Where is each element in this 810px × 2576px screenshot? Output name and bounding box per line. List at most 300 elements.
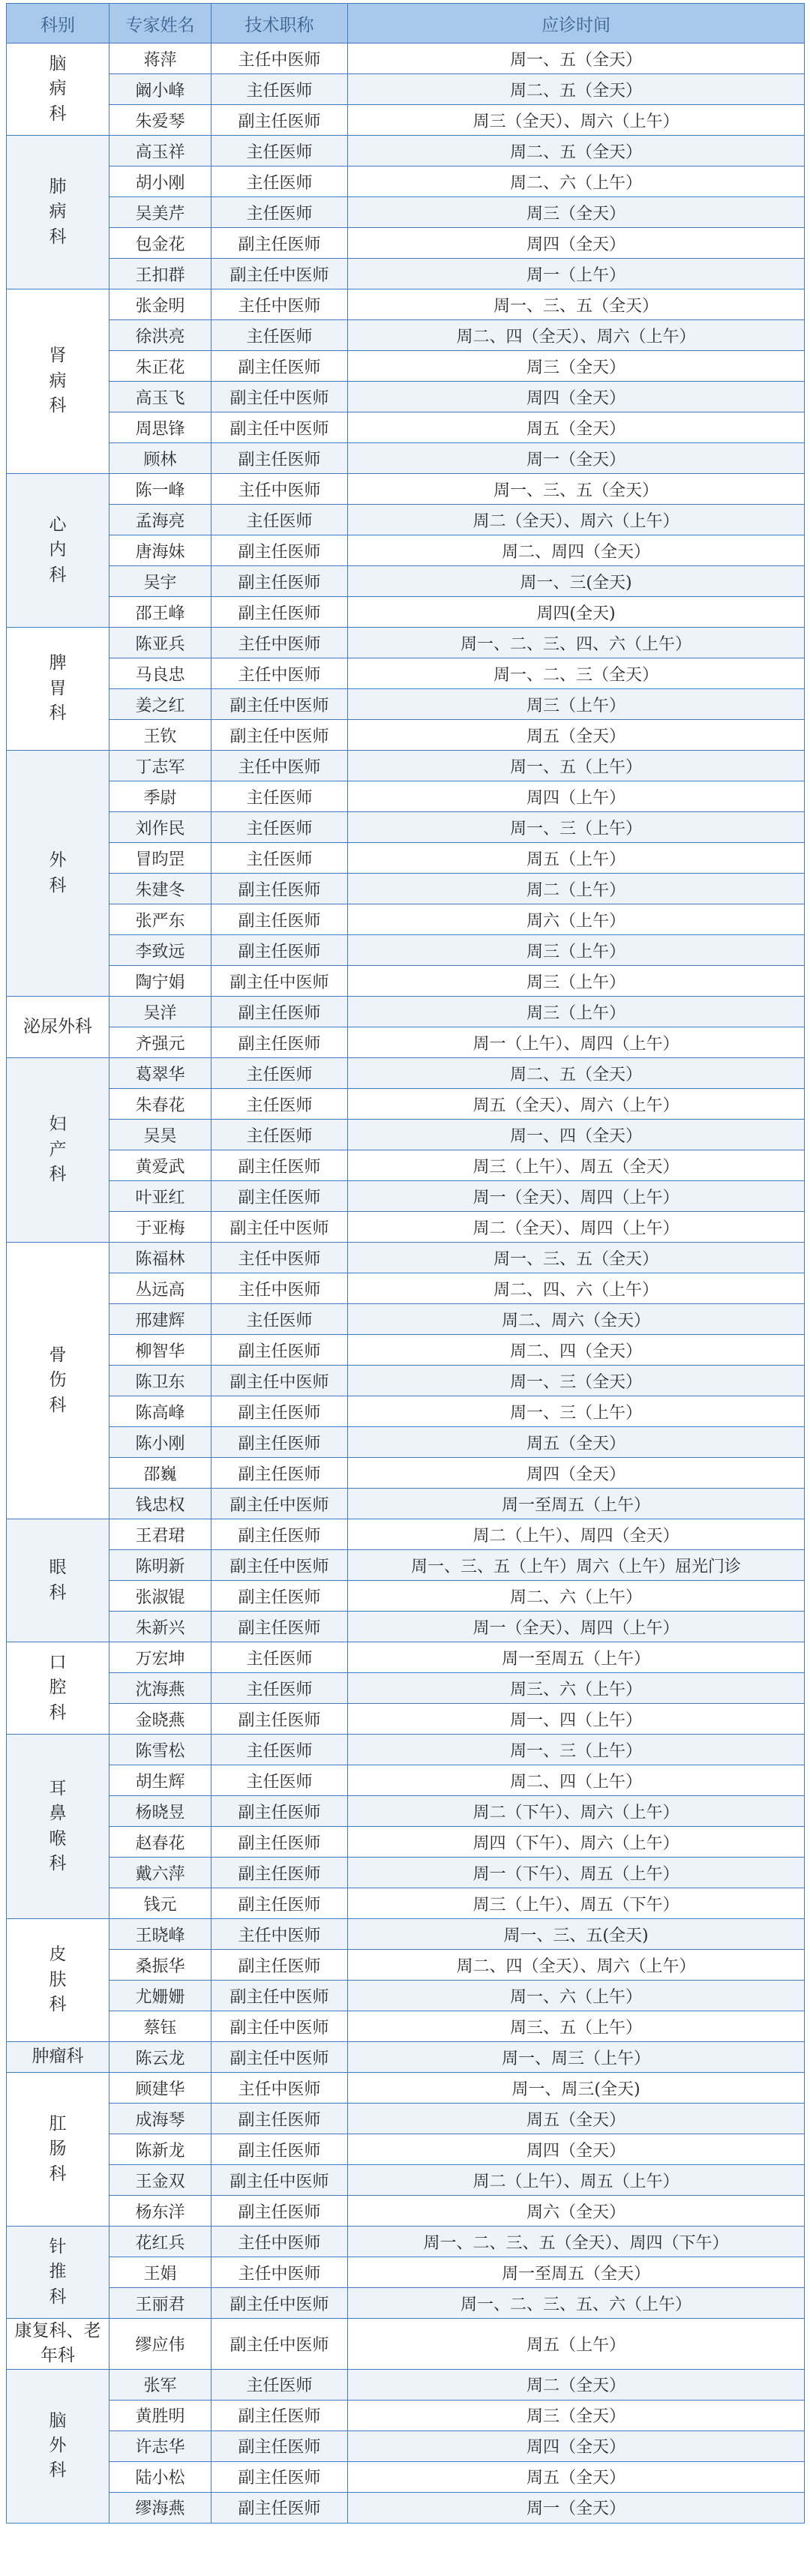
dept-label-line: 脾 [49,653,67,673]
dept-label-line: 肿瘤科 [32,2047,84,2067]
dept-label [50,343,67,418]
dept-label-line: 外 [49,850,67,871]
dept-label-line: 科 [49,1702,67,1723]
clinic-time-cell: 周三、五（上午） [348,2011,805,2042]
tech-title-cell: 副主任医师 [212,1335,348,1366]
clinic-time-cell: 周三（全天） [348,197,805,228]
clinic-time-cell: 周二、周六（全天） [348,1304,805,1335]
expert-name-cell: 张金明 [110,289,212,320]
clinic-time-cell: 周五（全天） [348,720,805,751]
clinic-time-cell: 周四（全天） [348,2134,805,2165]
dept-label [50,651,67,726]
tech-title-cell: 副主任医师 [212,1427,348,1458]
tech-title-cell: 主任中医师 [212,751,348,781]
table-row [7,2134,805,2165]
table-row [7,228,805,259]
table-row [7,1642,805,1673]
dept-label-line: 耳 [49,1778,67,1798]
expert-name-cell: 姜之红 [110,689,212,720]
clinic-time-cell: 周三（全天） [348,2400,805,2431]
table-row [7,197,805,228]
tech-title-cell: 副主任医师 [212,874,348,904]
clinic-time-cell: 周一、六（上午） [348,1981,805,2011]
table-row [7,966,805,997]
dept-label-line: 科 [49,2461,67,2481]
expert-name-cell: 陈云龙 [110,2042,212,2073]
clinic-time-cell: 周三（上午） [348,689,805,720]
tech-title-cell: 主任医师 [212,1120,348,1150]
clinic-time-cell: 周一、三、五（全天） [348,474,805,505]
dept-label-line: 科 [49,396,67,416]
clinic-time-cell: 周二、四（上午） [348,1765,805,1796]
clinic-time-cell: 周一、五（全天） [348,43,805,74]
tech-title-cell: 主任医师 [212,197,348,228]
clinic-time-cell: 周四（全天） [348,1458,805,1489]
expert-name-cell: 钱忠权 [110,1489,212,1519]
clinic-time-cell: 周五（全天） [348,2461,805,2492]
expert-name-cell: 陈福林 [110,1243,212,1273]
clinic-time-cell: 周一（全天）、周四（上午） [348,1612,805,1642]
expert-name-cell: 柳智华 [110,1335,212,1366]
tech-title-cell: 副主任医师 [212,597,348,628]
clinic-time-cell: 周一、四（全天） [348,1120,805,1150]
table-row [7,1919,805,1950]
table-row [7,2073,805,2104]
expert-name-cell: 桑振华 [110,1950,212,1981]
table-row [7,1950,805,1981]
dept-label [50,2235,67,2310]
tech-title-cell: 副主任医师 [212,2461,348,2492]
clinic-time-cell: 周一、四（上午） [348,1704,805,1735]
expert-name-cell: 王娟 [110,2257,212,2288]
tech-title-cell: 副主任医师 [212,566,348,597]
table-row [7,751,805,781]
tech-title-cell: 副主任中医师 [212,720,348,751]
expert-name-cell: 缪应伟 [110,2319,212,2370]
dept-cell [7,1919,110,2042]
clinic-time-cell: 周二、五（全天） [348,74,805,105]
tech-title-cell: 副主任医师 [212,1612,348,1642]
expert-name-cell: 顾建华 [110,2073,212,2104]
expert-name-cell: 吴美芹 [110,197,212,228]
dept-label-line: 脑 [49,2410,67,2431]
tech-title-cell: 副主任医师 [212,351,348,382]
clinic-time-cell: 周二（上午） [348,874,805,904]
dept-label [50,2409,67,2484]
tech-title-cell: 副主任中医师 [212,2319,348,2370]
expert-name-cell: 陈雪松 [110,1735,212,1765]
dept-cell [7,2369,110,2523]
table-row [7,2369,805,2400]
expert-name-cell: 万宏坤 [110,1642,212,1673]
expert-name-cell: 包金花 [110,228,212,259]
dept-label-line: 康复科、老年科 [14,2321,101,2366]
expert-name-cell: 金晓燕 [110,1704,212,1735]
table-row [7,997,805,1027]
tech-title-cell: 副主任医师 [212,1858,348,1888]
expert-name-cell: 唐海妹 [110,535,212,566]
clinic-time-cell: 周一、周三(全天) [348,2073,805,2104]
table-row [7,1181,805,1212]
dept-label [23,1015,92,1039]
clinic-time-cell: 周一、三(全天) [348,566,805,597]
tech-title-cell: 副主任医师 [212,2431,348,2461]
clinic-time-cell: 周三（上午） [348,966,805,997]
clinic-time-cell: 周二、四、六（上午） [348,1273,805,1304]
clinic-time-cell: 周三（上午）、周五（全天） [348,1150,805,1181]
tech-title-cell: 主任中医师 [212,2073,348,2104]
table-row [7,2319,805,2370]
tech-title-cell: 副主任中医师 [212,2011,348,2042]
table-row [7,1458,805,1489]
clinic-time-cell: 周二、四（全天）、周六（上午） [348,1950,805,1981]
tech-title-cell: 副主任医师 [212,1827,348,1858]
tech-title-cell: 副主任医师 [212,2492,348,2523]
clinic-time-cell: 周一（全天） [348,443,805,474]
table-row [7,1212,805,1243]
clinic-time-cell: 周二（全天）、周四（上午） [348,1212,805,1243]
table-row [7,1427,805,1458]
expert-name-cell: 张严东 [110,904,212,935]
expert-name-cell: 徐洪亮 [110,320,212,351]
clinic-time-cell: 周三（上午）、周五（下午） [348,1888,805,1919]
clinic-time-cell: 周一（全天） [348,2492,805,2523]
table-row [7,1396,805,1427]
tech-title-cell: 副主任中医师 [212,966,348,997]
table-row [7,382,805,412]
dept-label-line: 科 [49,226,67,247]
table-row [7,1366,805,1396]
clinic-time-cell: 周六（上午） [348,904,805,935]
tech-title-cell: 主任医师 [212,320,348,351]
clinic-time-cell: 周一、三、五（上午）周六（上午）屈光门诊 [348,1550,805,1581]
dept-label-line: 内 [49,540,67,560]
table-row [7,136,805,166]
dept-label-line: 心 [49,514,67,535]
tech-title-cell: 主任中医师 [212,628,348,658]
expert-name-cell: 葛翠华 [110,1058,212,1089]
clinic-time-cell: 周二、周四（全天） [348,535,805,566]
dept-label-line: 口 [49,1652,67,1672]
dept-label-line: 科 [49,1395,67,1415]
clinic-time-cell: 周四（上午） [348,781,805,812]
dept-label-line: 科 [49,1165,67,1185]
tech-title-cell: 副主任医师 [212,228,348,259]
tech-title-cell: 主任医师 [212,1673,348,1704]
clinic-time-cell: 周一、二、三、五（全天）、周四（下午） [348,2227,805,2257]
expert-name-cell: 高玉祥 [110,136,212,166]
clinic-time-cell: 周一、三、五(全天) [348,1919,805,1950]
tech-title-cell: 副主任医师 [212,1027,348,1058]
dept-label [50,52,67,127]
tech-title-cell: 副主任中医师 [212,259,348,289]
clinic-time-cell: 周二、四（全天）、周六（上午） [348,320,805,351]
table-row [7,443,805,474]
expert-name-cell: 陆小松 [110,2461,212,2492]
table-row [7,689,805,720]
tech-title-cell: 主任医师 [212,1058,348,1089]
clinic-time-cell: 周二、六（上午） [348,1581,805,1612]
table-row [7,2461,805,2492]
table-row [7,1243,805,1273]
table-row [7,535,805,566]
clinic-time-cell: 周一、周三（上午） [348,2042,805,2073]
table-row [7,1489,805,1519]
dept-label-line: 肺 [49,176,67,196]
tech-title-cell: 主任医师 [212,1735,348,1765]
table-row [7,1304,805,1335]
table-row [7,474,805,505]
expert-name-cell: 周思锋 [110,412,212,443]
table-row [7,105,805,136]
tech-title-cell: 副主任中医师 [212,382,348,412]
expert-name-cell: 刘作民 [110,812,212,843]
dept-cell [7,1642,110,1735]
clinic-time-cell: 周二（上午）、周五（上午） [348,2165,805,2196]
tech-title-cell: 副主任医师 [212,1396,348,1427]
clinic-time-cell: 周一、二、三、四、六（上午） [348,628,805,658]
dept-label-line: 针 [49,2236,67,2257]
expert-name-cell: 成海琴 [110,2104,212,2134]
tech-title-cell: 副主任中医师 [212,1981,348,2011]
dept-cell [7,1735,110,1919]
dept-label-line: 喉 [49,1828,67,1849]
expert-name-cell: 陈明新 [110,1550,212,1581]
dept-cell [7,1058,110,1243]
dept-cell [7,997,110,1058]
tech-title-cell: 副主任中医师 [212,2165,348,2196]
dept-label-line: 科 [49,703,67,724]
clinic-time-cell: 周四(全天) [348,597,805,628]
tech-title-cell: 副主任医师 [212,1950,348,1981]
header-clinic-time: 应诊时间 [348,4,805,43]
header-expert-name: 专家姓名 [110,4,212,43]
dept-label-line: 肠 [49,2139,67,2159]
expert-name-cell: 王君珺 [110,1519,212,1550]
dept-label-line: 皮 [49,1945,67,1965]
dept-label [50,1942,67,2017]
table-row [7,412,805,443]
clinic-time-cell: 周五（全天）、周六（上午） [348,1089,805,1120]
table-row [7,1858,805,1888]
tech-title-cell: 副主任中医师 [212,1550,348,1581]
dept-label-line: 科 [49,2287,67,2307]
dept-label-line: 科 [49,1582,67,1603]
table-row [7,1888,805,1919]
table-row [7,289,805,320]
dept-label [50,1343,67,1418]
expert-name-cell: 叶亚红 [110,1181,212,1212]
table-body [7,43,805,2524]
expert-name-cell: 许志华 [110,2431,212,2461]
table-row [7,935,805,966]
expert-name-cell: 蒋萍 [110,43,212,74]
clinic-time-cell: 周一、五（上午） [348,751,805,781]
tech-title-cell: 主任医师 [212,1089,348,1120]
dept-label-line: 科 [49,103,67,124]
tech-title-cell: 主任医师 [212,1765,348,1796]
clinic-time-cell: 周一、三（上午） [348,1396,805,1427]
tech-title-cell: 主任中医师 [212,658,348,689]
clinic-time-cell: 周五（全天） [348,1427,805,1458]
expert-name-cell: 朱建冬 [110,874,212,904]
dept-label [50,848,67,898]
expert-name-cell: 蔡钰 [110,2011,212,2042]
expert-name-cell: 阚小峰 [110,74,212,105]
dept-label [50,1651,67,1726]
table-row [7,628,805,658]
table-row [7,320,805,351]
tech-title-cell: 副主任中医师 [212,2042,348,2073]
tech-title-cell: 副主任中医师 [212,1212,348,1243]
tech-title-cell: 副主任医师 [212,1519,348,1550]
dept-cell [7,136,110,289]
clinic-time-cell: 周四（全天） [348,228,805,259]
clinic-time-cell: 周一至周五（上午） [348,1642,805,1673]
expert-schedule-table [6,3,805,2524]
dept-label-line: 肤 [49,1969,67,1990]
tech-title-cell: 副主任中医师 [212,1366,348,1396]
expert-name-cell: 朱爱琴 [110,105,212,136]
clinic-time-cell: 周一至周五（全天） [348,2257,805,2288]
expert-name-cell: 孟海亮 [110,505,212,535]
table-row [7,1150,805,1181]
expert-name-cell: 王钦 [110,720,212,751]
table-row [7,843,805,874]
table-row [7,259,805,289]
table-row [7,1058,805,1089]
table-row [7,2165,805,2196]
tech-title-cell: 副主任医师 [212,535,348,566]
tech-title-cell: 副主任中医师 [212,689,348,720]
expert-name-cell: 顾林 [110,443,212,474]
clinic-time-cell: 周三、六（上午） [348,1673,805,1704]
expert-name-cell: 齐强元 [110,1027,212,1058]
clinic-time-cell: 周五（上午） [348,843,805,874]
expert-name-cell: 陈卫东 [110,1366,212,1396]
expert-name-cell: 邢建辉 [110,1304,212,1335]
tech-title-cell: 副主任医师 [212,1150,348,1181]
expert-name-cell: 朱春花 [110,1089,212,1120]
dept-label-line: 科 [49,1853,67,1873]
dept-cell [7,628,110,751]
clinic-time-cell: 周一、二、三（全天） [348,658,805,689]
expert-name-cell: 张军 [110,2369,212,2400]
table-row [7,2400,805,2431]
expert-name-cell: 王晓峰 [110,1919,212,1950]
dept-cell [7,751,110,997]
tech-title-cell: 副主任医师 [212,997,348,1027]
table-row [7,1704,805,1735]
dept-label-line: 肛 [49,2113,67,2134]
dept-cell [7,2073,110,2227]
expert-name-cell: 陈小刚 [110,1427,212,1458]
tech-title-cell: 主任中医师 [212,289,348,320]
expert-name-cell: 缪海燕 [110,2492,212,2523]
clinic-time-cell: 周一（下午）、周五（上午） [348,1858,805,1888]
clinic-time-cell: 周六（全天） [348,2196,805,2227]
table-row [7,2431,805,2461]
header-dept: 科别 [7,4,110,43]
dept-cell [7,474,110,628]
table-row [7,874,805,904]
table-row [7,1335,805,1366]
dept-cell [7,1243,110,1519]
table-row [7,1550,805,1581]
expert-name-cell: 吴宇 [110,566,212,597]
table-row [7,74,805,105]
expert-name-cell: 陈亚兵 [110,628,212,658]
tech-title-cell: 副主任医师 [212,2134,348,2165]
dept-label-line: 腔 [49,1678,67,1698]
dept-cell [7,2227,110,2319]
dept-label-line: 病 [49,370,67,391]
dept-label-line: 脑 [49,53,67,73]
expert-name-cell: 高玉飞 [110,382,212,412]
tech-title-cell: 副主任医师 [212,904,348,935]
table-row [7,1765,805,1796]
dept-label-line: 病 [49,202,67,222]
table-row [7,2227,805,2257]
expert-name-cell: 王丽君 [110,2288,212,2319]
clinic-time-cell: 周五（全天） [348,412,805,443]
tech-title-cell: 副主任中医师 [212,412,348,443]
table-row [7,2104,805,2134]
table-row [7,505,805,535]
expert-name-cell: 黄胜明 [110,2400,212,2431]
dept-cell [7,2319,110,2370]
expert-name-cell: 陈高峰 [110,1396,212,1427]
table-row [7,1089,805,1120]
tech-title-cell: 副主任医师 [212,2196,348,2227]
table-row [7,351,805,382]
expert-name-cell: 吴洋 [110,997,212,1027]
table-row [7,1796,805,1827]
dept-label-line: 泌尿外科 [23,1016,92,1036]
table-row [7,812,805,843]
tech-title-cell: 主任医师 [212,136,348,166]
clinic-time-cell: 周二、四（全天） [348,1335,805,1366]
tech-title-cell: 主任医师 [212,2369,348,2400]
expert-name-cell: 杨晓昱 [110,1796,212,1827]
tech-title-cell: 主任医师 [212,843,348,874]
table-row [7,2196,805,2227]
dept-label-line: 科 [49,2164,67,2184]
tech-title-cell: 副主任医师 [212,105,348,136]
expert-name-cell: 丛远高 [110,1273,212,1304]
tech-title-cell: 主任医师 [212,812,348,843]
dept-label-line: 产 [49,1139,67,1159]
tech-title-cell: 副主任医师 [212,2400,348,2431]
dept-label [50,1112,67,1187]
tech-title-cell: 主任医师 [212,1642,348,1673]
tech-title-cell: 主任中医师 [212,1273,348,1304]
table-row [7,2011,805,2042]
expert-name-cell: 戴六萍 [110,1858,212,1888]
tech-title-cell: 副主任医师 [212,1796,348,1827]
tech-title-cell: 副主任医师 [212,2104,348,2134]
dept-label [50,175,67,250]
table-row [7,597,805,628]
tech-title-cell: 主任医师 [212,74,348,105]
tech-title-cell: 副主任医师 [212,935,348,966]
dept-label [50,1777,67,1876]
clinic-time-cell: 周五（全天） [348,2104,805,2134]
tech-title-cell: 副主任医师 [212,1581,348,1612]
table-row [7,1735,805,1765]
tech-title-cell: 主任中医师 [212,474,348,505]
clinic-time-cell: 周一至周五（上午） [348,1489,805,1519]
